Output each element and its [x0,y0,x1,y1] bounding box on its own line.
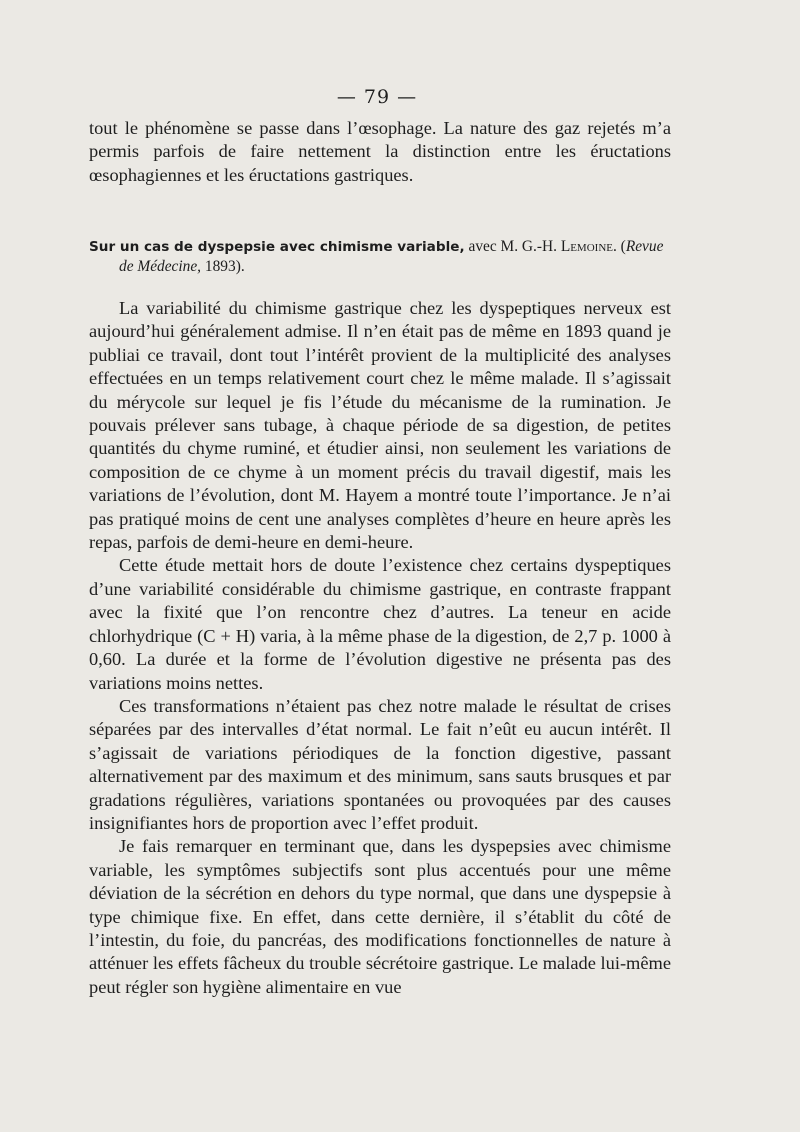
section-coauthor-name: Lemoine [560,238,613,255]
section-heading [89,237,671,277]
section-body [89,297,671,999]
section-citation-open: . ( [612,238,626,255]
lead-paragraph: tout le phénomène se passe dans l’œsophage. La nature des gaz rejetés m’a permis parfois de faire nettement la distinction entre les éructations œsophagiennes et les éructations gastriques. [89,118,671,185]
section-citation-line2 [89,257,671,277]
section-year: 1893). [204,258,245,275]
section-journal-line1: Revue [625,238,664,255]
body-paragraph: Ces transformations n’étaient pas chez notre malade le résultat de crises séparées par des intervalles d’état normal. Le fait n’eût eu aucun intérêt. Il s’agissait de variations périodiques de la fonction digestive, passant alternativement par des maximum et des minimum, sans sauts brusques et par gradations régulières, variations spontanées ou provoquées par des causes insignifiantes hors de proportion avec l’effet produit. [89,695,671,833]
page-number: — 79 — [336,86,418,108]
section-journal-line2: de Médecine, [119,258,202,275]
body-paragraph: Je fais remarquer en terminant que, dans les dyspepsies avec chimisme variable, les symptômes subjectifs sont plus accentués pour une même déviation de la sécrétion en dehors du type normal, que dans une dyspepsie à type chimique fixe. En effet, dans cette dernière, il s’établit du côté de l’intestin, du foie, du pancréas, des modifications fonctionnelles de nature à atténuer les effets fâcheux du trouble sécrétoire gastrique. Le malade lui-même peut régler son hygiène alimentaire en vue [89,836,671,997]
body-paragraph: Cette étude mettait hors de doute l’existence chez certains dyspeptiques d’une variabilité considérable du chimisme gastrique, en contraste frappant avec la fixité que l’on rencontre chez d’autres. La teneur en acide chlorhydrique (C + H) varia, à la même phase de la digestion, de 2,7 p. 1000 à 0,60. La durée et la forme de l’évolution digestive ne présenta pas des variations moins nettes. [89,555,671,693]
body-paragraph: La variabilité du chimisme gastrique chez les dyspeptiques nerveux est aujourd’hui généralement admise. Il n’en était pas de même en 1893 quand je publiai ce travail, dont tout l’intérêt provient de la multiplicité des analyses effectuées en un temps relativement court chez le même malade. Il s’agissait du mérycole sur lequel je fis l’étude du mécanisme de la rumination. Je pouvais prélever sans tubage, à chaque période de sa digestion, de petites quantités du chyme ruminé, et étudier ainsi, non seulement les variations de composition de ce chyme à un moment précis du travail digestif, mais les variations de l’évolution, dont M. Hayem a montré toute l’importance. Je n’ai pas pratiqué moins de cent une analyses complètes d’heure en heure après les repas, parfois de demi-heure en demi-heure. [89,298,671,553]
section-title: Sur un cas de dyspepsie avec chimisme variable, [89,239,465,255]
section-coauthor-prefix: avec M. G.-H. [468,238,557,255]
